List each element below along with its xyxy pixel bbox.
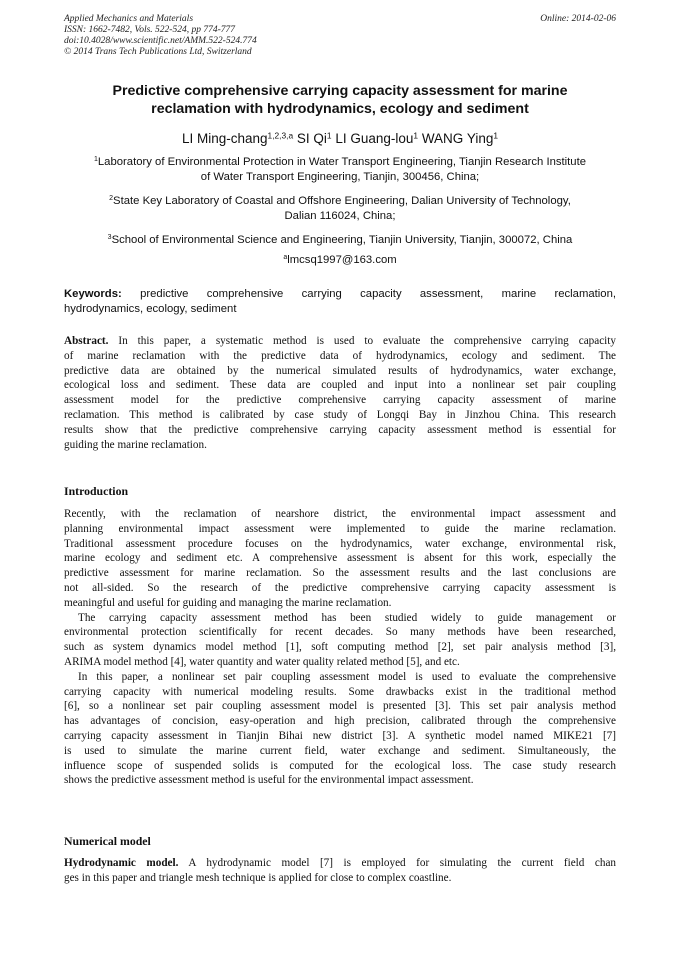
introduction-body: Recently, with the reclamation of nearshore district, the environmental impact assessment and planning environmental impact assessment were implemented to guide the marine reclamation. Traditional assessment procedure focuses on the hydrodynamics, water exchange, environmental risk, marine ecology and sediment etc. A comprehensive assessment is absent for this work, especially the predictive assessment for marine reclamation. So the assessment results and the last conclusions are not all-sided. So the research of the predictive comprehensive carrying capacity assessment is meaningful and useful for guiding and managing the marine reclamation. The carrying capacity assessment method has been studied widely to guide management or environmental protection scientifically for recent decades. So many methods have been researched, such as system dynamics model method [1], soft computing method [2], set pair analysis method [3], ARIMA model method [4], water quantity and water quality related method [5], and etc. In this paper, a nonlinear set pair coupling assessment model is used to evaluate the comprehensive carrying capacity with numerical modeling results. Some drawbacks exist in the traditional method [6], so a nonlinear set pair coupling assessment model is presented [3]. This set pair analysis method has advantages of concision, easy-operation and high precision, calibrated through the comprehensive carrying capacity assessment in Tianjin Bihai new district [3]. A synthetic model named MIKE21 [7] is used to simulate the marine current field, water exchange and sediment. Simultaneously, the influence scope of suspended solids is computed for the ecological loss. The case study research shows the predictive assessment method is useful for the environmental impact assessment. bbox=[64, 508, 616, 787]
online-date: Online: 2014-02-06 bbox=[540, 14, 616, 24]
doi-line: doi:10.4028/www.scientific.net/AMM.522-524.774 bbox=[64, 36, 257, 46]
author-1-affil: 1,2,3,a bbox=[267, 130, 294, 141]
affiliation-2: $^2$State Key Laboratory of Coastal and Offshore Engineering, Dalian University of Technology, Dalian 116024, China; bbox=[109, 195, 571, 222]
title-line-1: Predictive comprehensive carrying capacity assessment for marine bbox=[112, 83, 568, 99]
author-email bbox=[64, 253, 616, 268]
affiliation-1-mark: 1 bbox=[93, 156, 98, 164]
hydrodynamic-model-label: Hydrodynamic model. bbox=[64, 857, 179, 869]
author-3: LI Guang-lou bbox=[335, 131, 414, 146]
affiliation-3: $^3$School of Environmental Science and Engineering, Tianjin University, Tianjin, 300072, China bbox=[107, 234, 573, 246]
author-list bbox=[64, 131, 616, 146]
author-4-affil: 1 bbox=[493, 130, 498, 141]
issn-line: ISSN: 1662-7482, Vols. 522-524, pp 774-777 bbox=[64, 25, 235, 35]
keywords-label: Keywords: bbox=[64, 288, 122, 300]
affiliation-1: $^1$Laboratory of Environmental Protection in Water Transport Engineering, Tianjin Research Institute of Water Transport Engineering, Tianjin, 300456, China; bbox=[93, 156, 587, 183]
title-line-2: reclamation with hydrodynamics, ecology and sediment bbox=[151, 101, 529, 117]
author-2-affil: 1 bbox=[326, 130, 332, 141]
journal-name: Applied Mechanics and Materials bbox=[64, 14, 194, 24]
affiliation-2-mark: 2 bbox=[109, 195, 114, 203]
abstract: Abstract. In this paper, a systematic method is used to evaluate the comprehensive carrying capacity of marine reclamation with the predictive data of hydrodynamics, ecology and sediment. The predictive data are obtained by the numerical simulated results of hydrodynamics, water exchange, ecological loss and sediment. These data are coupled and input into a nonlinear set pair coupling assessment model for the predictive comprehensive carrying capacity assessment of marine reclamation. This method is calibrated by case study of Longqi Bay in Jinzhou China. This research results show that the predictive comprehensive carrying capacity assessment method is essential for guiding the marine reclamation. bbox=[64, 335, 616, 451]
copyright-line: © 2014 Trans Tech Publications Ltd, Switzerland bbox=[64, 47, 252, 57]
hydrodynamic-model-paragraph: Hydrodynamic model. A hydrodynamic model [7] is employed for simulating the current field chan ges in this paper and triangle mesh technique is applied for close to complex coastline. bbox=[64, 857, 616, 884]
affiliation-3-mark: 3 bbox=[107, 234, 112, 242]
introduction-heading: Introduction bbox=[64, 484, 129, 498]
email-mark: a bbox=[283, 254, 288, 262]
keywords: Keywords: predictive comprehensive carrying capacity assessment, marine reclamation, hydrodynamics, ecology, sediment bbox=[64, 288, 616, 315]
paper-title bbox=[64, 82, 616, 118]
author-4: WANG Ying bbox=[421, 131, 494, 146]
author-2: SI Qi bbox=[296, 131, 327, 146]
author-3-affil: 1 bbox=[413, 130, 419, 141]
journal-header bbox=[64, 14, 616, 58]
email-address: lmcsq1997@163.com bbox=[287, 254, 397, 266]
abstract-label: Abstract. bbox=[64, 335, 109, 347]
numerical-model-heading: Numerical model bbox=[64, 834, 151, 848]
author-1: LI Ming-chang bbox=[181, 131, 268, 146]
